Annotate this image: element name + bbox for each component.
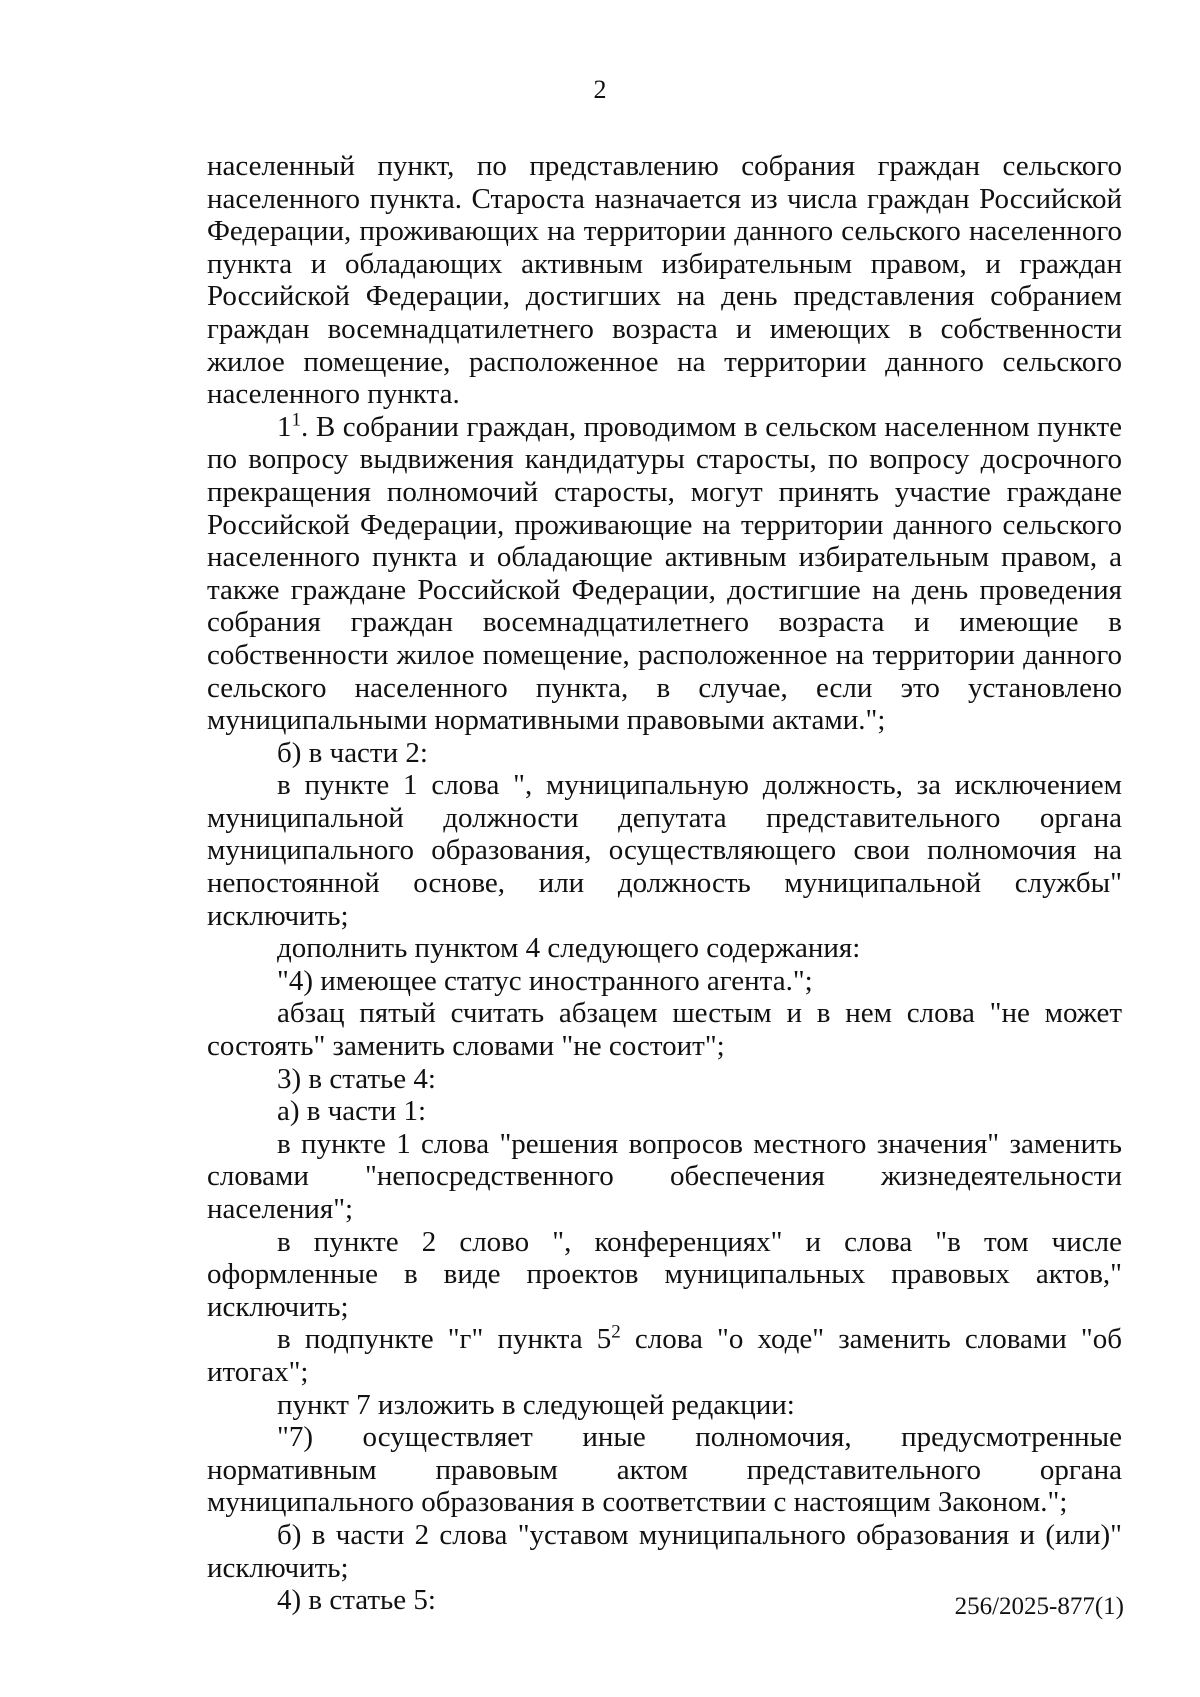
paragraph: пункт 7 изложить в следующей редакции:	[277, 1388, 795, 1421]
paragraph: б) в части 2:	[277, 736, 428, 769]
paragraph: "4) имеющее статус иностранного агента.";	[277, 964, 813, 997]
paragraph-text: в подпункте "г" пункта 5	[277, 1323, 612, 1356]
page-number: 2	[593, 75, 607, 104]
paragraph: а) в части 1:	[277, 1095, 427, 1128]
paragraph	[207, 411, 1122, 737]
document-code: 256/2025-877(1)	[954, 1593, 1124, 1620]
paragraph: 4) в статье 5:	[277, 1584, 436, 1617]
paragraph-number: 1	[277, 410, 292, 443]
document-body	[207, 150, 1122, 1617]
superscript: 2	[611, 1321, 621, 1343]
paragraph: населенный пункт, по представлению собрания граждан сельского населенного пункта. Староста назначается из числа граждан Российской Федерации, проживающих на территории данного сельского населенного пункта и обладающих активным избирательным правом, и граждан Российской Федерации, достигших на день представления собранием граждан восемнадцатилетнего возраста и имеющих в собственности жилое помещение, расположенное на территории данного сельского населенного пункта.	[207, 150, 1122, 411]
paragraph: абзац пятый считать абзацем шестым и в нем слова "не может состоять" заменить словами "не состоит";	[207, 997, 1122, 1063]
paragraph: дополнить пунктом 4 следующего содержания:	[277, 932, 861, 965]
paragraph-text: слова "о ходе" заменить словами "об итогах";	[207, 1323, 1122, 1388]
paragraph: "7) осуществляет иные полномочия, предусмотренные нормативным правовым актом представительного органа муниципального образования в соответствии с настоящим Законом.";	[207, 1421, 1122, 1519]
superscript: 1	[291, 409, 301, 431]
paragraph: 3) в статье 4:	[277, 1062, 436, 1095]
paragraph-text: . В собрании граждан, проводимом в сельском населенном пункте по вопросу выдвижения кандидатуры старосты, по вопросу досрочного прекращения полномочий старосты, могут принять участие граждане Российской Федерации, проживающие на территории данного сельского населенного пункта и обладающие активным избирательным правом, а также граждане Российской Федерации, достигшие на день проведения собрания граждан восемнадцатилетнего возраста и имеющие в собственности жилое помещение, расположенное на территории данного сельского населенного пункта, в случае, если это установлено муниципальными нормативными правовыми актами.";	[207, 410, 1122, 737]
paragraph: б) в части 2 слова "уставом муниципального образования и (или)" исключить;	[207, 1518, 1122, 1584]
paragraph: в пункте 1 слова ", муниципальную должность, за исключением муниципальной должности депутата представительного органа муниципального образования, осуществляющего свои полномочия на непостоянной основе, или должность муниципальной службы" исключить;	[207, 769, 1122, 932]
paragraph: в пункте 2 слово ", конференциях" и слова "в том числе оформленные в виде проектов муниципальных правовых актов," исключить;	[207, 1225, 1122, 1323]
paragraph	[207, 1323, 1122, 1388]
paragraph: в пункте 1 слова "решения вопросов местного значения" заменить словами "непосредственного обеспечения жизнедеятельности населения";	[207, 1127, 1122, 1225]
